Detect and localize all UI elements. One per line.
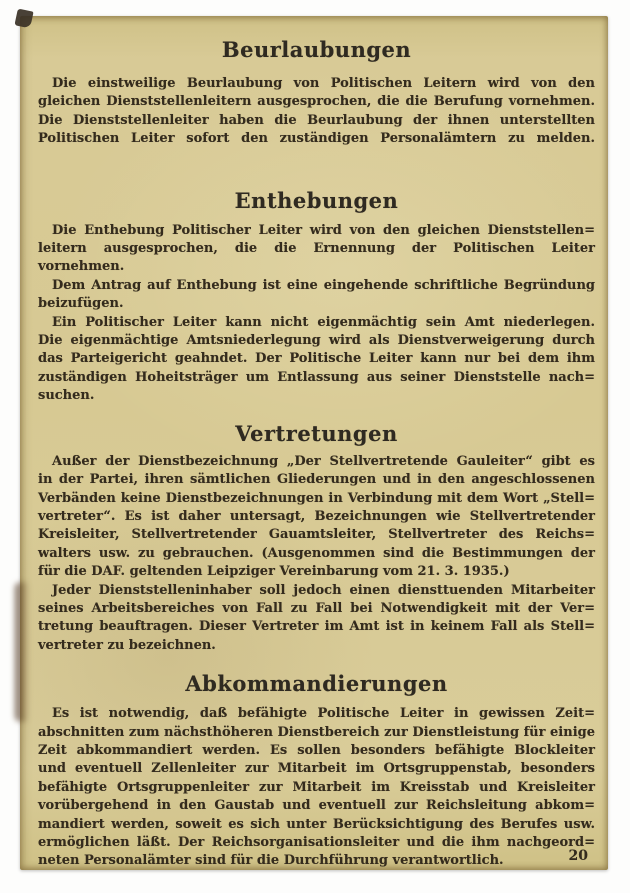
text-line: Politischen Leiter sofort den zuständigen Personalämtern zu melden. [38, 131, 595, 147]
text-line: Dem Antrag auf Enthebung ist eine eingehende schriftliche Begründung [52, 277, 595, 293]
paragraph [38, 314, 595, 406]
text-line: tretung beauftragen. Dieser Vertreter im Amt ist in keinem Fall als Stell= [38, 619, 595, 635]
text-line: Die eigenmächtige Amtsniederlegung wird als Dienstverweigerung durch [38, 333, 595, 349]
text-line: neten Personalämter sind für die Durchführung verantwortlich. [38, 853, 504, 869]
text-line: Es ist notwendig, daß befähigte Politische Leiter in gewissen Zeit= [52, 706, 595, 722]
text-line: für die DAF. geltenden Leipziger Vereinbarung vom 21. 3. 1935.) [38, 564, 510, 580]
text-line: seines Arbeitsbereiches von Fall zu Fall bei Notwendigkeit mit der Ver= [38, 600, 595, 616]
text-line: befähigte Ortsgruppenleiter zur Mitarbeit im Kreisstab und Kreisleiter [38, 779, 595, 795]
text-line: und eventuell Zellenleiter zur Mitarbeit im Ortsgruppenstab, besonders [38, 761, 595, 777]
text-line: vertreter“. Es ist daher untersagt, Bezeichnungen wie Stellvertretender [38, 508, 595, 524]
text-line: Verbänden keine Dienstbezeichnungen in Verbindung mit dem Wort „Stell= [38, 490, 595, 506]
text-line: Ein Politischer Leiter kann nicht eigenmächtig sein Amt niederlegen. [52, 314, 595, 330]
text-line: mandiert werden, soweit es sich unter Berücksichtigung des Berufes usw. [38, 816, 595, 832]
text-line: Die einstweilige Beurlaubung von Politischen Leitern wird von den [52, 76, 595, 91]
text-line: vertreter zu bezeichnen. [38, 637, 216, 653]
text-line: zuständigen Hoheitsträger um Entlassung aus seiner Dienststelle nach= [38, 369, 595, 385]
paragraph [38, 222, 595, 277]
text-line: vorübergehend in den Gaustab und eventuell zur Reichsleitung abkom= [38, 798, 595, 814]
paragraph [38, 582, 595, 656]
text-line: Jeder Dienststelleninhaber soll jedoch einen diensttuenden Mitarbeiter [52, 582, 595, 598]
paragraph [38, 705, 595, 871]
section-heading: Vertretungen [235, 420, 398, 446]
section-heading: Enthebungen [234, 187, 399, 213]
page-content [38, 34, 595, 871]
text-line: abschnitten zum nächsthöheren Dienstbereich zur Dienstleistung für einige [38, 724, 595, 740]
text-line: das Parteigericht geahndet. Der Politische Leiter kann nur bei dem ihm [38, 351, 595, 367]
paragraph [38, 75, 595, 149]
text-line: ermöglichen läßt. Der Reichsorganisationsleiter und die ihm nachgeord= [38, 835, 595, 850]
scanned-book-page [20, 16, 608, 870]
text-line: leitern ausgesprochen, die die Ernennung der Politischen Leiter vornehmen. [38, 241, 595, 275]
section-enthebungen [38, 189, 595, 406]
text-line: gleichen Dienststellenleitern ausgesprochen, die die Berufung vornehmen. [38, 94, 595, 110]
binding-shadow [15, 582, 29, 722]
section-abkommandierungen [38, 672, 595, 871]
text-line: beizufügen. [38, 296, 124, 312]
text-line: walters usw. zu gebrauchen. (Ausgenommen sind die Bestimmungen der [38, 545, 595, 561]
text-line: Kreisleiter, Stellvertretender Gauamtsleiter, Stellvertreter des Reichs= [38, 527, 595, 543]
ink-blot-corner [14, 9, 33, 29]
text-line: Außer der Dienstbezeichnung „Der Stellvertretende Gauleiter“ gibt es [52, 453, 595, 469]
section-heading: Beurlaubungen [221, 37, 412, 62]
paragraph [38, 453, 595, 582]
page-number: 20 [568, 848, 588, 864]
section-beurlaubungen [38, 38, 595, 149]
section-vertretungen [38, 422, 595, 655]
text-line: suchen. [38, 388, 95, 404]
section-heading: Abkommandierungen [185, 671, 448, 697]
paragraph [38, 277, 595, 314]
text-line: in der Partei, ihren sämtlichen Gliederungen und in den angeschlossenen [38, 472, 595, 488]
text-line: Die Enthebung Politischer Leiter wird von den gleichen Dienststellen= [52, 222, 595, 238]
text-line: Zeit abkommandiert werden. Es sollen besonders befähigte Blockleiter [38, 742, 595, 758]
text-line: Die Dienststellenleiter haben die Beurlaubung der ihnen unterstellten [38, 112, 595, 128]
